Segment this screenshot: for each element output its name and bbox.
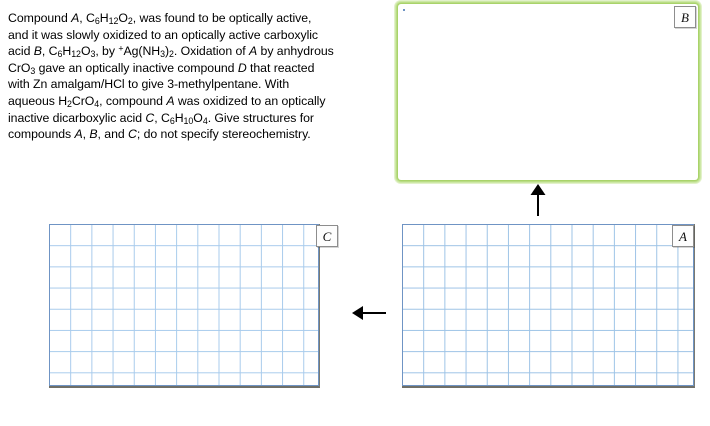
problem-line-5: with Zn amalgam/HCl to give 3-methylpentane. With (8, 77, 290, 92)
panel-label-a: A (672, 225, 694, 247)
problem-line-6: aqueous $H_2CrO_4$, compound A was oxidized to an optically (8, 93, 326, 109)
problem-line-4: CrO$_3$ gave an optically inactive compound D that reacted (8, 60, 315, 76)
drawing-canvas-c[interactable] (49, 224, 320, 388)
problem-line-7: inactive dicarboxylic acid C, $C_6H_{10}O_4$. Give structures for (8, 110, 314, 126)
panel-label-c: C (316, 225, 338, 247)
panel-label-b: B (674, 6, 696, 28)
canvas-border-c (49, 224, 319, 386)
canvas-grid-c[interactable] (49, 224, 320, 388)
problem-line-1: Compound A, $C_6H_{12}O_2$, was found to be optically active, (8, 11, 312, 26)
canvas-grid-b[interactable] (403, 9, 404, 11)
problem-statement (8, 10, 388, 143)
canvas-border-a (402, 224, 694, 386)
arrow-a-to-c (352, 303, 386, 323)
problem-line-8: compounds A, B, and C; do not specify stereochemistry. (8, 127, 311, 142)
drawing-canvas-a[interactable] (402, 224, 695, 388)
problem-line-2: and it was slowly oxidized to an optically active carboxylic (8, 27, 319, 42)
canvas-grid-a[interactable] (402, 224, 695, 388)
canvas-border-b (403, 9, 405, 11)
drawing-canvas-b[interactable] (398, 4, 698, 180)
arrow-a-to-b (527, 184, 549, 216)
problem-line-3: acid B, $C_6H_{12}O_3$, by $^+Ag(NH_3)_2$. Oxidation of A by anhydrous (8, 43, 334, 60)
